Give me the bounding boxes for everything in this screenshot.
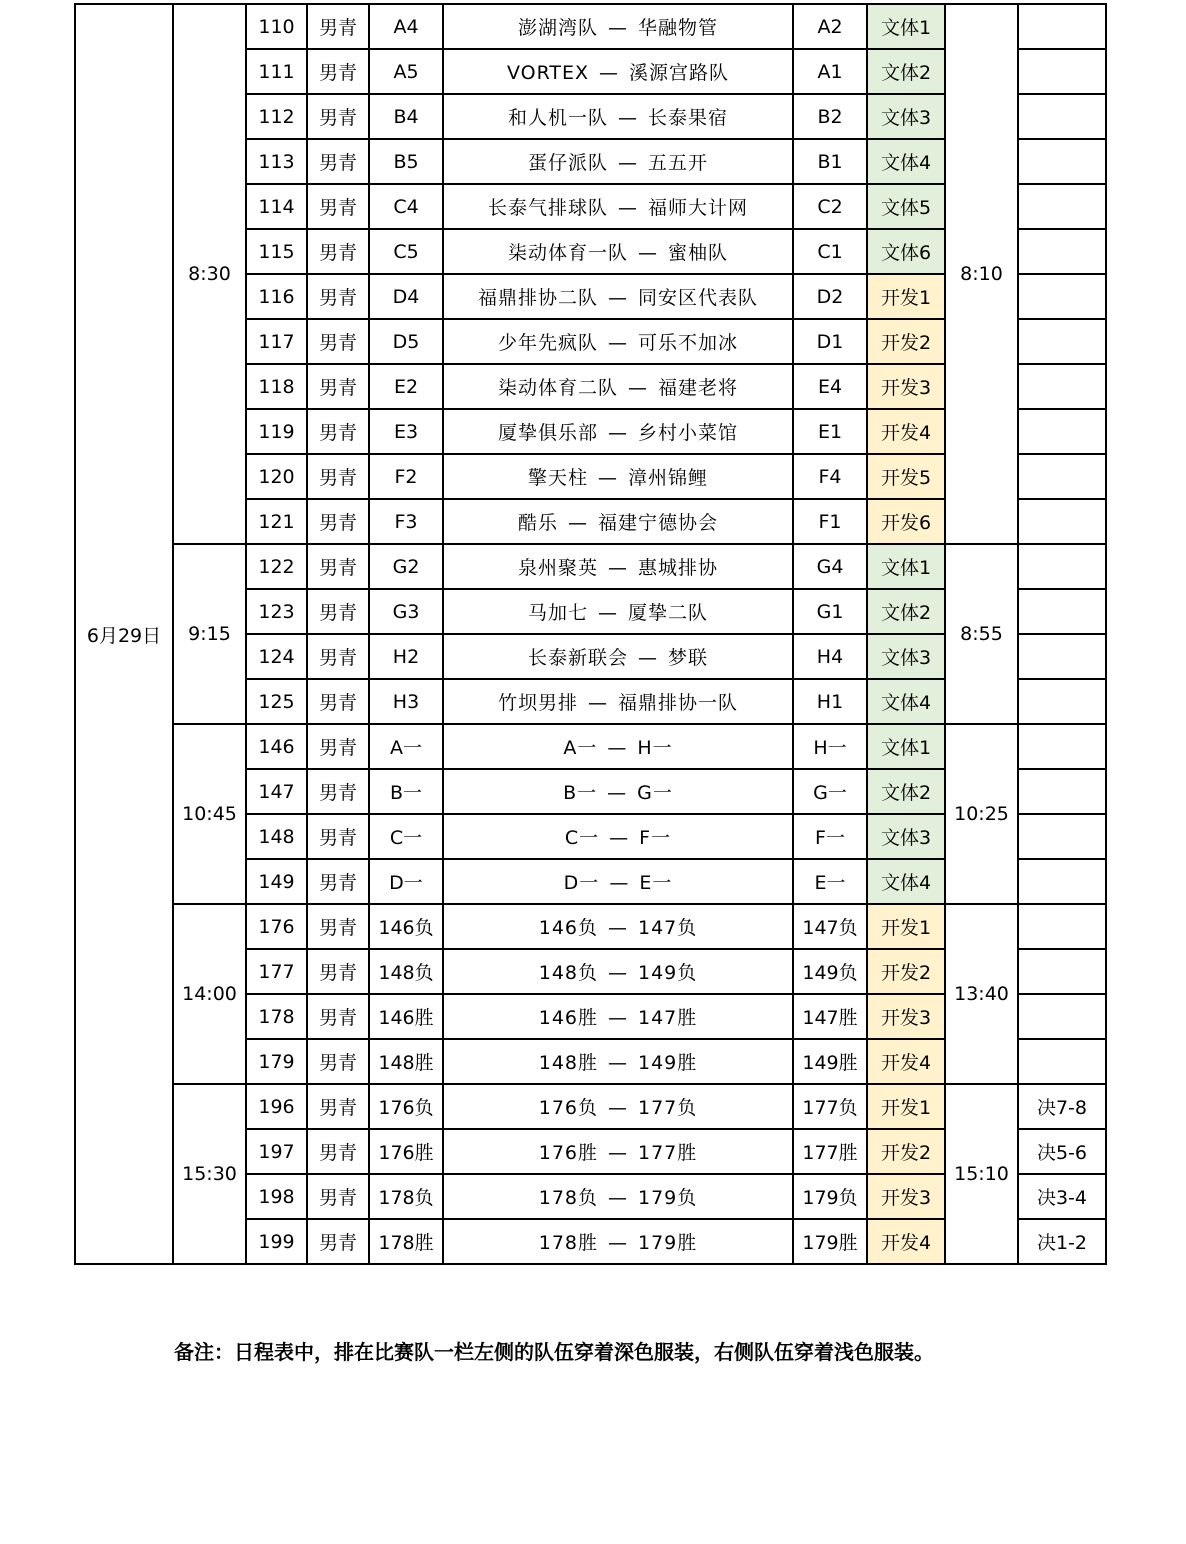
away-team: 乡村小菜馆 [638, 422, 739, 444]
home-team: A一 [563, 737, 598, 759]
right-seed-cell: G1 [793, 589, 867, 634]
away-team: G一 [637, 782, 673, 804]
start-time-cell: 8:30 [173, 4, 246, 544]
away-team: 溪源宫路队 [629, 62, 730, 84]
right-seed-cell: F一 [793, 814, 867, 859]
right-seed-cell: 147胜 [793, 994, 867, 1039]
home-team: 178负 [538, 1187, 598, 1209]
match-number-cell: 114 [246, 184, 307, 229]
match-teams-cell [443, 364, 793, 409]
match-teams-cell [443, 499, 793, 544]
venue-cell: 文体6 [867, 229, 945, 274]
match-teams-cell [443, 409, 793, 454]
category-cell: 男青 [307, 679, 369, 724]
versus-separator: — [608, 1142, 628, 1164]
venue-cell: 开发1 [867, 904, 945, 949]
away-team: H一 [637, 737, 673, 759]
home-team: D一 [563, 872, 600, 894]
left-seed-cell: H2 [369, 634, 443, 679]
right-seed-cell: 149负 [793, 949, 867, 994]
remark-cell [1018, 769, 1106, 814]
match-teams-cell [443, 724, 793, 769]
venue-cell: 文体2 [867, 589, 945, 634]
home-team: C一 [564, 827, 600, 849]
remark-cell [1018, 904, 1106, 949]
right-seed-cell: E一 [793, 859, 867, 904]
left-seed-cell: F3 [369, 499, 443, 544]
table-row [75, 1084, 1106, 1129]
category-cell: 男青 [307, 274, 369, 319]
left-seed-cell: D5 [369, 319, 443, 364]
versus-separator: — [608, 917, 628, 939]
start-time-cell: 14:00 [173, 904, 246, 1084]
match-number-cell: 178 [246, 994, 307, 1039]
match-number-cell: 124 [246, 634, 307, 679]
right-seed-cell: F4 [793, 454, 867, 499]
versus-separator: — [618, 107, 638, 129]
remark-cell [1018, 319, 1106, 364]
right-seed-cell: E4 [793, 364, 867, 409]
home-team: 146胜 [538, 1007, 598, 1029]
remark-cell [1018, 949, 1106, 994]
match-teams-cell [443, 814, 793, 859]
home-team: 长泰新联会 [527, 647, 628, 669]
remark-cell [1018, 544, 1106, 589]
versus-separator: — [609, 872, 630, 894]
remark-cell [1018, 409, 1106, 454]
away-team: 五五开 [648, 152, 709, 174]
venue-cell: 文体1 [867, 724, 945, 769]
home-team: 竹坝男排 [497, 692, 578, 714]
versus-separator: — [608, 1187, 628, 1209]
venue-cell: 开发2 [867, 949, 945, 994]
match-number-cell: 197 [246, 1129, 307, 1174]
versus-separator: — [608, 1007, 628, 1029]
venue-cell: 开发4 [867, 1039, 945, 1084]
match-teams-cell [443, 274, 793, 319]
left-seed-cell: D一 [369, 859, 443, 904]
home-team: 176负 [538, 1097, 598, 1119]
venue-cell: 开发6 [867, 499, 945, 544]
home-team: 178胜 [538, 1232, 598, 1254]
venue-cell: 开发1 [867, 274, 945, 319]
right-seed-cell: 177胜 [793, 1129, 867, 1174]
arrival-time-cell: 8:10 [945, 4, 1018, 544]
versus-separator: — [608, 422, 628, 444]
match-number-cell: 149 [246, 859, 307, 904]
remark-cell [1018, 724, 1106, 769]
venue-cell: 文体3 [867, 634, 945, 679]
left-seed-cell: 178胜 [369, 1219, 443, 1264]
match-number-cell: 115 [246, 229, 307, 274]
home-team: B一 [563, 782, 598, 804]
right-seed-cell: 147负 [793, 904, 867, 949]
match-teams-cell [443, 94, 793, 139]
home-team: 马加七 [527, 602, 588, 624]
home-team: 厦挚俱乐部 [497, 422, 598, 444]
home-team: 146负 [538, 917, 598, 939]
match-teams-cell [443, 454, 793, 499]
away-team: 福师大计网 [648, 197, 749, 219]
right-seed-cell: G4 [793, 544, 867, 589]
category-cell: 男青 [307, 409, 369, 454]
left-seed-cell: 148负 [369, 949, 443, 994]
versus-separator: — [618, 197, 638, 219]
versus-separator: — [638, 647, 658, 669]
versus-separator: — [609, 827, 630, 849]
venue-cell: 文体3 [867, 94, 945, 139]
away-team: 福鼎排协一队 [618, 692, 739, 714]
match-teams-cell [443, 634, 793, 679]
venue-cell: 文体2 [867, 49, 945, 94]
right-seed-cell: B2 [793, 94, 867, 139]
venue-cell: 开发1 [867, 1084, 945, 1129]
remark-cell: 决1-2 [1018, 1219, 1106, 1264]
remark-cell [1018, 454, 1106, 499]
match-number-cell: 123 [246, 589, 307, 634]
remark-cell: 决7-8 [1018, 1084, 1106, 1129]
date-cell: 6月29日 [75, 4, 173, 1264]
versus-separator: — [608, 17, 628, 39]
arrival-time-cell: 8:55 [945, 544, 1018, 724]
category-cell: 男青 [307, 364, 369, 409]
venue-cell: 开发2 [867, 1129, 945, 1174]
right-seed-cell: G一 [793, 769, 867, 814]
away-team: 蜜柚队 [668, 242, 729, 264]
versus-separator: — [607, 782, 628, 804]
versus-separator: — [608, 557, 628, 579]
away-team: 厦挚二队 [628, 602, 709, 624]
match-teams-cell [443, 139, 793, 184]
match-teams-cell [443, 184, 793, 229]
versus-separator: — [568, 512, 588, 534]
away-team: 惠城排协 [638, 557, 719, 579]
category-cell: 男青 [307, 1129, 369, 1174]
match-number-cell: 113 [246, 139, 307, 184]
home-team: 少年先疯队 [497, 332, 598, 354]
match-number-cell: 146 [246, 724, 307, 769]
remark-cell: 决5-6 [1018, 1129, 1106, 1174]
category-cell: 男青 [307, 769, 369, 814]
left-seed-cell: A4 [369, 4, 443, 49]
category-cell: 男青 [307, 49, 369, 94]
match-number-cell: 125 [246, 679, 307, 724]
table-row [75, 904, 1106, 949]
home-team: 泉州聚英 [517, 557, 598, 579]
schedule-table [74, 3, 1107, 1265]
versus-separator: — [608, 332, 628, 354]
left-seed-cell: G3 [369, 589, 443, 634]
footer-note: 备注：日程表中，排在比赛队一栏左侧的队伍穿着深色服装，右侧队伍穿着浅色服装。 [174, 1340, 934, 1364]
home-team: 176胜 [538, 1142, 598, 1164]
venue-cell: 文体4 [867, 139, 945, 184]
category-cell: 男青 [307, 904, 369, 949]
right-seed-cell: C1 [793, 229, 867, 274]
home-team: VORTEX [506, 62, 590, 84]
match-teams-cell [443, 49, 793, 94]
match-teams-cell [443, 1174, 793, 1219]
home-team: 柒动体育二队 [497, 377, 618, 399]
match-teams-cell [443, 4, 793, 49]
venue-cell: 文体4 [867, 859, 945, 904]
away-team: 147胜 [638, 1007, 698, 1029]
category-cell: 男青 [307, 454, 369, 499]
venue-cell: 开发3 [867, 364, 945, 409]
away-team: E一 [639, 872, 673, 894]
away-team: 147负 [638, 917, 698, 939]
away-team: 梦联 [668, 647, 709, 669]
remark-cell [1018, 679, 1106, 724]
match-teams-cell [443, 1039, 793, 1084]
category-cell: 男青 [307, 634, 369, 679]
versus-separator: — [608, 962, 628, 984]
venue-cell: 文体2 [867, 769, 945, 814]
versus-separator: — [638, 242, 658, 264]
remark-cell [1018, 139, 1106, 184]
category-cell: 男青 [307, 1084, 369, 1129]
match-teams-cell [443, 904, 793, 949]
category-cell: 男青 [307, 1174, 369, 1219]
right-seed-cell: H一 [793, 724, 867, 769]
right-seed-cell: 177负 [793, 1084, 867, 1129]
start-time-cell: 15:30 [173, 1084, 246, 1264]
category-cell: 男青 [307, 499, 369, 544]
left-seed-cell: 176负 [369, 1084, 443, 1129]
left-seed-cell: B一 [369, 769, 443, 814]
match-number-cell: 176 [246, 904, 307, 949]
venue-cell: 开发4 [867, 1219, 945, 1264]
match-number-cell: 110 [246, 4, 307, 49]
away-team: 福建宁德协会 [598, 512, 719, 534]
remark-cell [1018, 814, 1106, 859]
venue-cell: 文体1 [867, 544, 945, 589]
remark-cell: 决3-4 [1018, 1174, 1106, 1219]
right-seed-cell: A2 [793, 4, 867, 49]
match-teams-cell [443, 1219, 793, 1264]
venue-cell: 开发3 [867, 994, 945, 1039]
versus-separator: — [598, 467, 618, 489]
right-seed-cell: E1 [793, 409, 867, 454]
left-seed-cell: H3 [369, 679, 443, 724]
venue-cell: 开发5 [867, 454, 945, 499]
away-team: 长泰果宿 [648, 107, 729, 129]
category-cell: 男青 [307, 139, 369, 184]
versus-separator: — [598, 602, 618, 624]
venue-cell: 文体5 [867, 184, 945, 229]
category-cell: 男青 [307, 724, 369, 769]
match-teams-cell [443, 994, 793, 1039]
remark-cell [1018, 4, 1106, 49]
away-team: 华融物管 [638, 17, 719, 39]
match-teams-cell [443, 589, 793, 634]
right-seed-cell: F1 [793, 499, 867, 544]
match-number-cell: 112 [246, 94, 307, 139]
match-number-cell: 177 [246, 949, 307, 994]
table-row [75, 724, 1106, 769]
away-team: 可乐不加冰 [638, 332, 739, 354]
remark-cell [1018, 229, 1106, 274]
arrival-time-cell: 10:25 [945, 724, 1018, 904]
remark-cell [1018, 184, 1106, 229]
versus-separator: — [608, 287, 628, 309]
left-seed-cell: C一 [369, 814, 443, 859]
away-team: F一 [639, 827, 672, 849]
match-number-cell: 116 [246, 274, 307, 319]
right-seed-cell: D1 [793, 319, 867, 364]
category-cell: 男青 [307, 1039, 369, 1084]
right-seed-cell: D2 [793, 274, 867, 319]
match-number-cell: 179 [246, 1039, 307, 1084]
versus-separator: — [599, 62, 620, 84]
versus-separator: — [608, 1232, 628, 1254]
away-team: 177胜 [638, 1142, 698, 1164]
away-team: 福建老将 [658, 377, 739, 399]
right-seed-cell: 179负 [793, 1174, 867, 1219]
right-seed-cell: 179胜 [793, 1219, 867, 1264]
venue-cell: 文体4 [867, 679, 945, 724]
table-row [75, 544, 1106, 589]
category-cell: 男青 [307, 994, 369, 1039]
match-number-cell: 117 [246, 319, 307, 364]
match-teams-cell [443, 229, 793, 274]
match-number-cell: 147 [246, 769, 307, 814]
away-team: 149胜 [638, 1052, 698, 1074]
left-seed-cell: E2 [369, 364, 443, 409]
left-seed-cell: B4 [369, 94, 443, 139]
left-seed-cell: 148胜 [369, 1039, 443, 1084]
versus-separator: — [608, 1097, 628, 1119]
match-teams-cell [443, 319, 793, 364]
left-seed-cell: 146胜 [369, 994, 443, 1039]
left-seed-cell: C4 [369, 184, 443, 229]
venue-cell: 开发4 [867, 409, 945, 454]
away-team: 179负 [638, 1187, 698, 1209]
remark-cell [1018, 274, 1106, 319]
away-team: 179胜 [638, 1232, 698, 1254]
left-seed-cell: A一 [369, 724, 443, 769]
match-teams-cell [443, 949, 793, 994]
match-teams-cell [443, 1129, 793, 1174]
versus-separator: — [618, 152, 638, 174]
left-seed-cell: A5 [369, 49, 443, 94]
match-number-cell: 148 [246, 814, 307, 859]
category-cell: 男青 [307, 319, 369, 364]
category-cell: 男青 [307, 229, 369, 274]
match-number-cell: 120 [246, 454, 307, 499]
right-seed-cell: H4 [793, 634, 867, 679]
match-teams-cell [443, 544, 793, 589]
match-teams-cell [443, 679, 793, 724]
venue-cell: 文体1 [867, 4, 945, 49]
category-cell: 男青 [307, 814, 369, 859]
left-seed-cell: 176胜 [369, 1129, 443, 1174]
left-seed-cell: E3 [369, 409, 443, 454]
versus-separator: — [588, 692, 608, 714]
home-team: 擎天柱 [527, 467, 588, 489]
right-seed-cell: A1 [793, 49, 867, 94]
home-team: 福鼎排协二队 [477, 287, 598, 309]
versus-separator: — [628, 377, 648, 399]
category-cell: 男青 [307, 4, 369, 49]
right-seed-cell: B1 [793, 139, 867, 184]
versus-separator: — [608, 1052, 628, 1074]
left-seed-cell: D4 [369, 274, 443, 319]
category-cell: 男青 [307, 94, 369, 139]
home-team: 和人机一队 [507, 107, 608, 129]
home-team: 148负 [538, 962, 598, 984]
left-seed-cell: 178负 [369, 1174, 443, 1219]
match-number-cell: 199 [246, 1219, 307, 1264]
match-number-cell: 119 [246, 409, 307, 454]
left-seed-cell: G2 [369, 544, 443, 589]
arrival-time-cell: 15:10 [945, 1084, 1018, 1264]
away-team: 149负 [638, 962, 698, 984]
left-seed-cell: C5 [369, 229, 443, 274]
match-number-cell: 121 [246, 499, 307, 544]
away-team: 同安区代表队 [638, 287, 759, 309]
category-cell: 男青 [307, 1219, 369, 1264]
left-seed-cell: F2 [369, 454, 443, 499]
arrival-time-cell: 13:40 [945, 904, 1018, 1084]
category-cell: 男青 [307, 589, 369, 634]
category-cell: 男青 [307, 184, 369, 229]
versus-separator: — [607, 737, 628, 759]
remark-cell [1018, 994, 1106, 1039]
home-team: 148胜 [538, 1052, 598, 1074]
venue-cell: 文体3 [867, 814, 945, 859]
remark-cell [1018, 634, 1106, 679]
match-number-cell: 198 [246, 1174, 307, 1219]
home-team: 长泰气排球队 [487, 197, 608, 219]
match-teams-cell [443, 769, 793, 814]
category-cell: 男青 [307, 544, 369, 589]
table-row [75, 4, 1106, 49]
match-number-cell: 122 [246, 544, 307, 589]
match-teams-cell [443, 1084, 793, 1129]
category-cell: 男青 [307, 859, 369, 904]
right-seed-cell: 149胜 [793, 1039, 867, 1084]
left-seed-cell: 146负 [369, 904, 443, 949]
right-seed-cell: H1 [793, 679, 867, 724]
match-teams-cell [443, 859, 793, 904]
home-team: 澎湖湾队 [517, 17, 598, 39]
remark-cell [1018, 859, 1106, 904]
match-number-cell: 118 [246, 364, 307, 409]
right-seed-cell: C2 [793, 184, 867, 229]
remark-cell [1018, 1039, 1106, 1084]
home-team: 蛋仔派队 [527, 152, 608, 174]
venue-cell: 开发2 [867, 319, 945, 364]
remark-cell [1018, 94, 1106, 139]
venue-cell: 开发3 [867, 1174, 945, 1219]
left-seed-cell: B5 [369, 139, 443, 184]
away-team: 177负 [638, 1097, 698, 1119]
start-time-cell: 9:15 [173, 544, 246, 724]
home-team: 柒动体育一队 [507, 242, 628, 264]
match-number-cell: 196 [246, 1084, 307, 1129]
category-cell: 男青 [307, 949, 369, 994]
remark-cell [1018, 364, 1106, 409]
remark-cell [1018, 49, 1106, 94]
away-team: 漳州锦鲤 [628, 467, 709, 489]
remark-cell [1018, 499, 1106, 544]
start-time-cell: 10:45 [173, 724, 246, 904]
match-number-cell: 111 [246, 49, 307, 94]
remark-cell [1018, 589, 1106, 634]
home-team: 酷乐 [517, 512, 558, 534]
